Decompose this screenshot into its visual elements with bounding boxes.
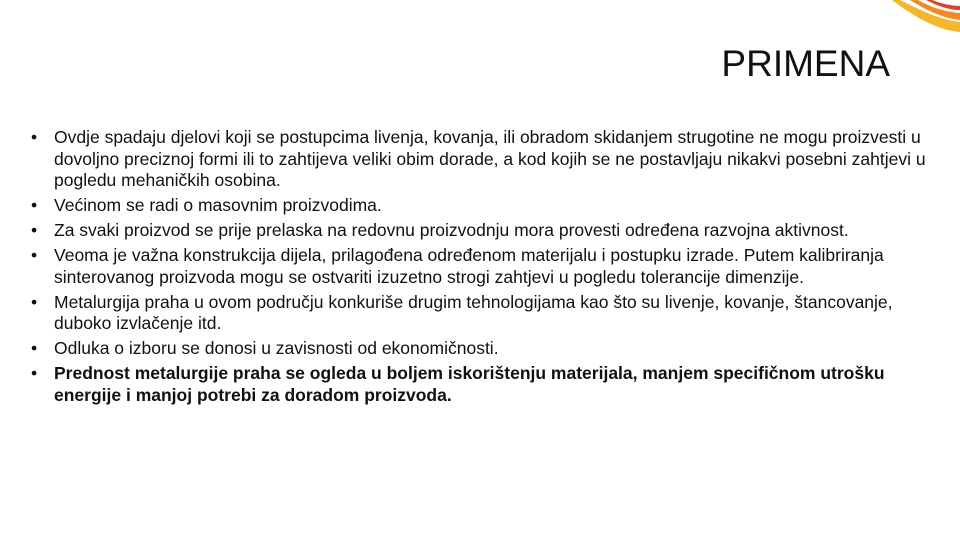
bullet-item (31, 127, 936, 192)
bullet-item (31, 195, 936, 217)
bullet-marker: • (31, 338, 38, 358)
bullet-text: Većinom se radi o masovnim proizvodima. (54, 195, 382, 215)
bullet-marker: • (31, 195, 38, 215)
bullet-marker: • (31, 363, 38, 383)
bullet-text: Metalurgija praha u ovom području konkuriše drugim tehnologijama kao što su livenje, kovanje, štancovanje, duboko izvlačenje itd. (54, 291, 893, 333)
bullet-marker: • (31, 291, 38, 312)
slide-title: PRIMENA (721, 43, 890, 84)
bullet-text: Ovdje spadaju djelovi koji se postupcima livenja, kovanja, ili obradom skidanjem strugotine ne mogu proizvesti u dovoljno preciznoj formi ili to zahtijeva veliki obim dorade, a kod kojih se ne postavljaju nikakvi posebni zahtjevi u pogledu mehaničkih osobina. (54, 127, 926, 190)
bullet-text: Veoma je važna konstrukcija dijela, prilagođena određenom materijalu i postupku izrade. Putem kalibriranja sinterovanog proizvoda mogu se ostvariti izuzetno strogi zahtjevi u pogledu tolerancije dimenzije. (54, 245, 884, 287)
bullet-list (31, 127, 936, 410)
bullet-item (31, 220, 936, 242)
bullet-item (31, 338, 936, 360)
bullet-item (31, 245, 936, 288)
bullet-text: Odluka o izboru se donosi u zavisnosti od ekonomičnosti. (54, 338, 499, 358)
bullet-marker: • (31, 127, 38, 147)
bullet-item-emphasized (31, 363, 936, 406)
bullet-item (31, 292, 936, 335)
bullet-marker: • (31, 220, 38, 240)
bullet-text: Za svaki proizvod se prije prelaska na redovnu proizvodnju mora provesti određena razvojna aktivnost. (54, 220, 849, 240)
bullet-marker: • (31, 245, 38, 265)
bullet-text: Prednost metalurgije praha se ogleda u boljem iskorištenju materijala, manjem specifičnom utrošku energije i manjoj potrebi za doradom proizvoda. (54, 363, 885, 405)
